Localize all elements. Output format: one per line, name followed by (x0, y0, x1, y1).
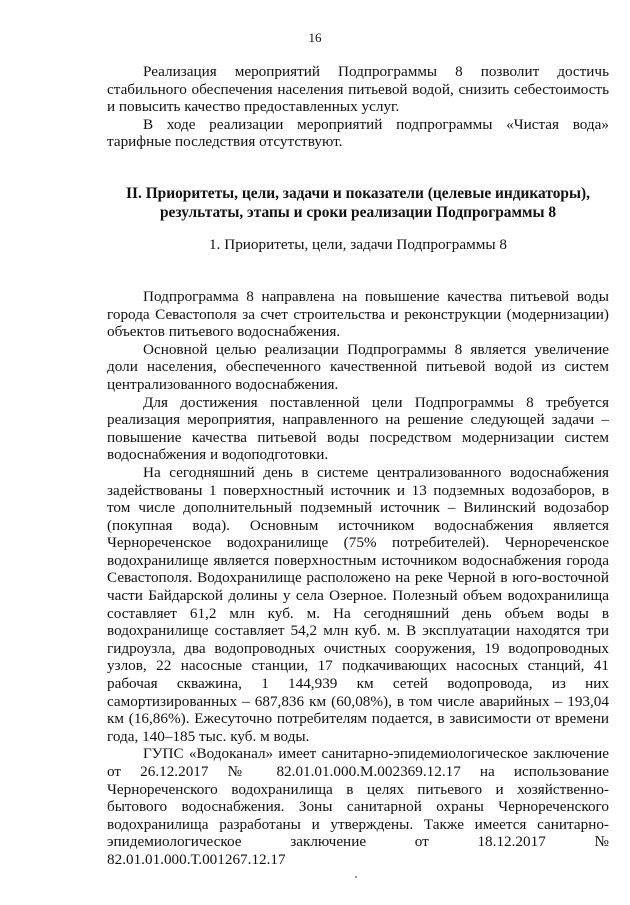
section-title-line-1: II. Приоритеты, цели, задачи и показатели (целевые индикаторы), (126, 184, 590, 202)
section-title-line-2: результаты, этапы и сроки реализации Подпрограммы 8 (159, 203, 557, 221)
section-title (107, 184, 609, 222)
intro-paragraph-2: В ходе реализации мероприятий подпрограммы «Чистая вода» тарифные последствия отсутствуют. (107, 115, 609, 151)
body-paragraph-5: ГУПС «Водоканал» имеет санитарно-эпидемиологическое заключение от 26.12.2017 № 82.01.01.000.М.002369.12.17 на использование Чернореченского водохранилища в целях питьевого и хозяйственно-бытового водоснабжения. Зоны санитарной охраны Чернореченского водохранилища разработаны и утверждены. Также имеется санитарно-эпидемиологическое заключение от 18.12.2017 № 82.01.01.000.Т.001267.12.17 (107, 745, 609, 868)
subsection-title: 1. Приоритеты, цели, задачи Подпрограммы 8 (209, 235, 507, 253)
scan-speck (355, 876, 357, 878)
body-paragraph-4: На сегодняшний день в системе централизованного водоснабжения задействованы 1 поверхностный источник и 13 подземных водозаборов, в том числе дополнительный подземный источник – Вилинский водозабор (покупная вода). Основным источником водоснабжения является Чернореченское водохранилище (75% потребителей). Чернореченское водохранилище является поверхностным источником водоснабжения города Севастополя. Водохранилище расположено на реке Черной в юго-восточной части Байдарской долины у села Озерное. Полезный объем водохранилища составляет 61,2 млн куб. м. На сегодняшний день объем воды в водохранилище составляет 54,2 млн куб. м. В эксплуатации находятся три гидроузла, два водопроводных очистных сооружения, 19 водопроводных узлов, 22 насосные станции, 17 подкачивающих насосных станций, 41 рабочая скважина, 1 144,939 км сетей водопровода, из них самортизированных – 687,836 км (60,08%), в том числе аварийных – 193,04 км (16,86%). Ежесуточно потребителям подается, в зависимости от времени года, 140–185 тыс. куб. м воды. (107, 463, 609, 745)
body-paragraph-1: Подпрограмма 8 направлена на повышение качества питьевой воды города Севастополя за счет строительства и реконструкции (модернизации) объектов питьевого водоснабжения. (107, 287, 609, 341)
body-paragraph-2: Основной целью реализации Подпрограммы 8 является увеличение доли населения, обеспеченного качественной питьевой водой из систем централизованного водоснабжения. (107, 340, 609, 393)
page-content (107, 63, 609, 869)
body-paragraph-3: Для достижения поставленной цели Подпрограммы 8 требуется реализация мероприятия, направленного на решение следующей задачи – повышение качества питьевой воды посредством модернизации систем водоснабжения и водоподготовки. (107, 393, 609, 464)
intro-paragraph-1: Реализация мероприятий Подпрограммы 8 позволит достичь стабильного обеспечения населения питьевой водой, снизить себестоимость и повысить качество предоставленных услуг. (107, 63, 609, 116)
page-number: 16 (308, 30, 322, 45)
